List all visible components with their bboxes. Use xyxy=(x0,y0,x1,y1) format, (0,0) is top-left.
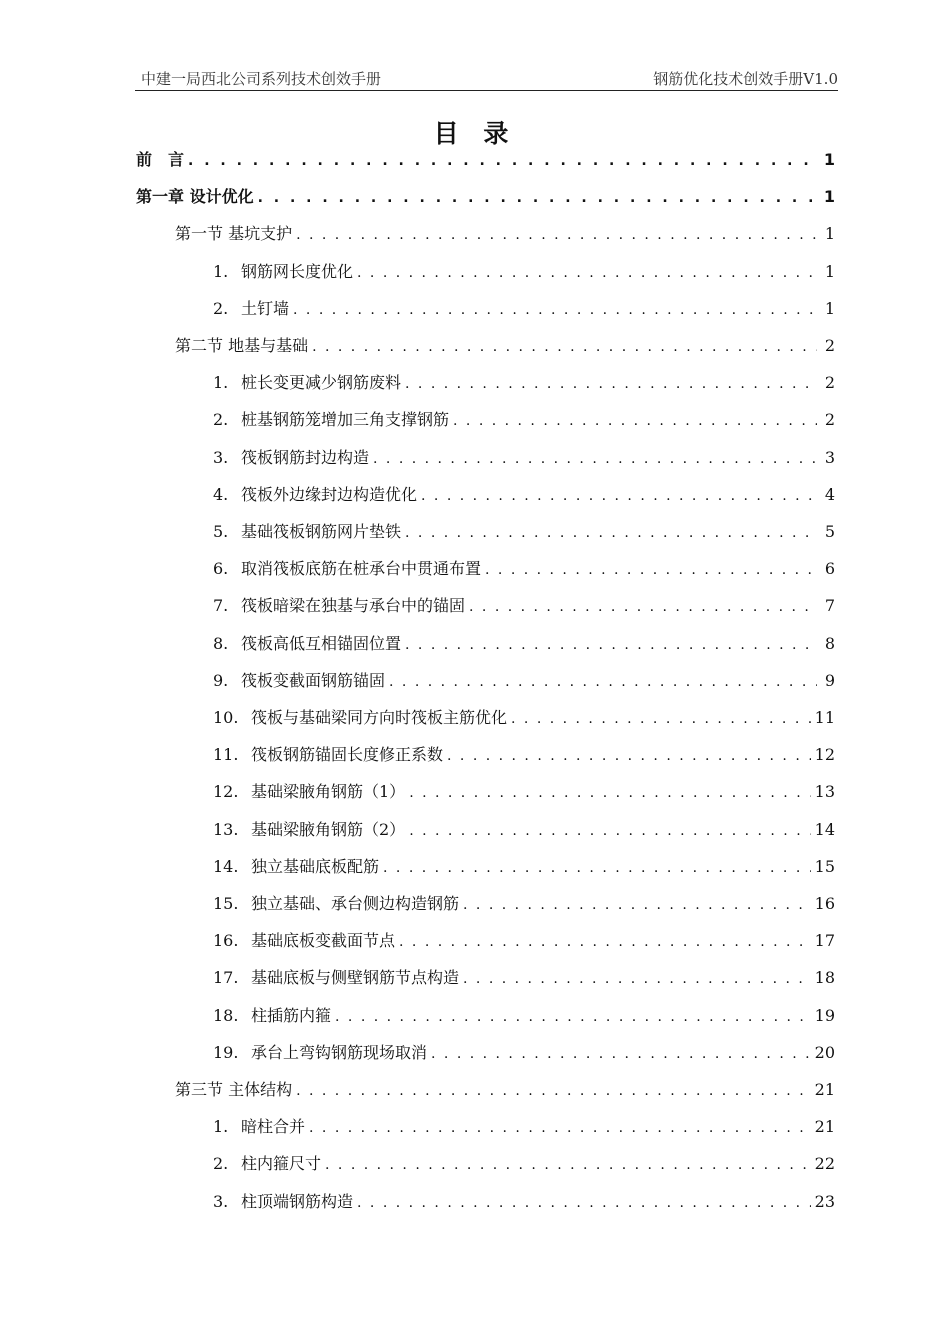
toc-entry-label xyxy=(213,817,405,843)
toc-entry[interactable] xyxy=(136,184,835,210)
toc-entry-text: 独立基础底板配筋 xyxy=(251,856,380,876)
toc-entry-number: 19. xyxy=(213,1042,239,1062)
toc-dot-leader xyxy=(511,706,811,732)
toc-page-number: 18 xyxy=(814,968,835,988)
toc-entry-text: 基础梁腋角钢筋（2） xyxy=(251,819,406,839)
toc-entry-number: 2. xyxy=(213,298,229,318)
toc-entry-number: 8. xyxy=(213,633,229,653)
toc-entry-text: 取消筏板底筋在桩承台中贯通布置 xyxy=(241,559,482,579)
toc-entry-text: 筏板变截面钢筋锚固 xyxy=(241,670,386,690)
toc-entry-label xyxy=(175,221,292,247)
toc-entry[interactable] xyxy=(213,928,835,954)
toc-dot-leader xyxy=(188,148,817,174)
toc-entry-text: 钢筋网长度优化 xyxy=(241,261,354,281)
toc-dot-leader xyxy=(312,334,817,360)
toc-page-number: 20 xyxy=(814,1042,835,1062)
toc-page-number: 2 xyxy=(824,410,835,430)
toc-entry[interactable] xyxy=(213,370,835,396)
toc-dot-leader xyxy=(383,855,811,881)
toc-entry[interactable] xyxy=(213,556,835,582)
toc-entry-text: 柱内箍尺寸 xyxy=(241,1154,322,1174)
toc-entry-label xyxy=(213,705,507,731)
toc-dot-leader xyxy=(405,520,817,546)
header-right-text: 钢筋优化技术创效手册V1.0 xyxy=(653,70,838,88)
toc-entry-number: 17. xyxy=(213,968,239,988)
toc-entry[interactable] xyxy=(213,705,835,731)
toc-page-number: 12 xyxy=(814,745,835,765)
toc-page-number: 11 xyxy=(814,708,835,727)
toc-entry-text: 承台上弯钩钢筋现场取消 xyxy=(251,1042,428,1062)
toc-entry-number: 1. xyxy=(213,373,229,393)
toc-entry-number: 16. xyxy=(213,931,239,951)
toc-entry[interactable] xyxy=(213,1003,835,1029)
toc-entry[interactable] xyxy=(213,1040,835,1066)
toc-dot-leader xyxy=(409,780,810,806)
toc-page-number: 21 xyxy=(814,1117,835,1137)
toc-page-number: 19 xyxy=(814,1005,835,1025)
toc-dot-leader xyxy=(309,1115,811,1141)
toc-dot-leader xyxy=(463,892,811,918)
toc-entry-number: 1. xyxy=(213,261,229,281)
toc-entry[interactable] xyxy=(213,445,835,471)
toc-entry[interactable] xyxy=(175,221,835,247)
toc-entry-label xyxy=(213,742,443,768)
toc-entry-label xyxy=(213,482,417,508)
toc-page-number: 6 xyxy=(824,559,835,579)
toc-entry-text: 基础筏板钢筋网片垫铁 xyxy=(241,522,402,541)
toc-entry-number: 18. xyxy=(213,1005,239,1025)
toc-entry-label xyxy=(213,519,401,545)
toc-entry[interactable] xyxy=(213,1151,835,1177)
toc-entry-label xyxy=(213,407,449,433)
toc-entry-text: 土钉墙 xyxy=(241,298,290,318)
toc-page-number: 23 xyxy=(814,1191,835,1211)
toc-entry-text: 第二节 地基与基础 xyxy=(175,336,309,355)
toc-page-number: 7 xyxy=(824,596,835,616)
toc-dot-leader xyxy=(296,222,817,248)
toc-entry[interactable] xyxy=(213,407,835,433)
toc-page-number: 1 xyxy=(824,261,835,281)
toc-entry-label xyxy=(213,556,481,582)
toc-dot-leader xyxy=(431,1041,811,1067)
toc-entry-number: 14. xyxy=(213,856,239,876)
toc-page-number: 2 xyxy=(824,336,835,355)
toc-entry[interactable] xyxy=(213,593,835,619)
toc-entry[interactable] xyxy=(175,333,835,359)
toc-entry[interactable] xyxy=(213,1189,835,1215)
toc-entry-number: 9. xyxy=(213,670,229,690)
page-header xyxy=(135,64,838,91)
toc-page-number: 16 xyxy=(814,894,835,913)
toc-dot-leader xyxy=(325,1152,811,1178)
toc-entry-label xyxy=(213,259,353,285)
toc-entry-label xyxy=(213,1114,305,1140)
toc-entry-number: 6. xyxy=(213,559,229,579)
toc-entry[interactable] xyxy=(175,1077,835,1103)
toc-dot-leader xyxy=(357,260,817,286)
toc-entry[interactable] xyxy=(213,1114,835,1140)
toc-entry-label xyxy=(213,296,289,322)
toc-entry-number: 10. xyxy=(213,708,239,727)
toc-entry-label xyxy=(213,370,401,396)
toc-dot-leader xyxy=(463,966,811,992)
page-title: 目 录 xyxy=(433,119,517,148)
toc-entry-text: 筏板暗梁在独基与承台中的锚固 xyxy=(241,596,466,616)
toc-dot-leader xyxy=(335,1004,811,1030)
toc-page-number: 8 xyxy=(824,633,835,653)
toc-entry-text: 筏板外边缘封边构造优化 xyxy=(241,484,418,504)
toc-entry-text: 桩基钢筋笼增加三角支撑钢筋 xyxy=(241,410,450,430)
toc-dot-leader xyxy=(296,1078,811,1104)
toc-dot-leader xyxy=(469,594,817,620)
toc-dot-leader xyxy=(405,632,817,658)
toc-entry[interactable] xyxy=(213,631,835,657)
toc-dot-leader xyxy=(258,185,817,211)
toc-page-number: 9 xyxy=(824,670,835,690)
toc-dot-leader xyxy=(405,371,817,397)
toc-entry-number: 3. xyxy=(213,447,229,467)
toc-dot-leader xyxy=(389,669,817,695)
toc-dot-leader xyxy=(399,929,811,955)
toc-entry[interactable] xyxy=(213,519,835,545)
toc-page-number: 1 xyxy=(823,150,835,169)
toc-page-number: 21 xyxy=(814,1080,835,1099)
toc-entry-text: 前 言 xyxy=(136,150,185,169)
toc-entry-text: 基础梁腋角钢筋（1） xyxy=(251,782,406,802)
toc-dot-leader xyxy=(357,1190,811,1216)
toc-entry-text: 柱顶端钢筋构造 xyxy=(241,1191,354,1211)
toc-page-number: 5 xyxy=(824,522,835,541)
toc-entry-number: 13. xyxy=(213,819,239,839)
toc-entry-number: 4. xyxy=(213,484,229,504)
toc-entry-number: 2. xyxy=(213,410,229,430)
toc-entry[interactable] xyxy=(213,854,835,880)
toc-entry-number: 15. xyxy=(213,894,239,913)
toc-entry-text: 桩长变更减少钢筋废料 xyxy=(241,373,402,393)
toc-entry-label xyxy=(213,631,401,657)
toc-entry-label xyxy=(213,1151,321,1177)
toc-dot-leader xyxy=(421,483,817,509)
toc-entry[interactable] xyxy=(213,668,835,694)
toc-entry-number: 5. xyxy=(213,522,229,541)
toc-entry[interactable] xyxy=(213,965,835,991)
toc-entry-text: 筏板与基础梁同方向时筏板主筋优化 xyxy=(251,708,508,727)
toc-entry-label xyxy=(213,668,385,694)
toc-entry-text: 暗柱合并 xyxy=(241,1117,306,1137)
toc-dot-leader xyxy=(293,297,817,323)
toc-entry[interactable] xyxy=(213,296,835,322)
toc-entry-text: 第一节 基坑支护 xyxy=(175,224,293,244)
toc-entry-text: 基础底板与侧壁钢筋节点构造 xyxy=(251,968,460,988)
toc-page-number: 22 xyxy=(814,1154,835,1174)
toc-entry-text: 筏板高低互相锚固位置 xyxy=(241,633,402,653)
toc-entry[interactable] xyxy=(213,742,835,768)
toc-entry-label xyxy=(213,445,369,471)
toc-dot-leader xyxy=(373,446,817,472)
toc-entry-number: 3. xyxy=(213,1191,229,1211)
toc-entry[interactable] xyxy=(213,891,835,917)
toc-page-number: 1 xyxy=(823,187,835,207)
toc-entry-label xyxy=(213,1003,331,1029)
toc-page-number: 4 xyxy=(824,484,835,504)
toc-entry-number: 7. xyxy=(213,596,229,616)
toc-entry-text: 第一章 设计优化 xyxy=(136,187,254,207)
toc-page-number: 17 xyxy=(814,931,835,951)
toc-page-number: 14 xyxy=(814,819,835,839)
toc-entry-label xyxy=(213,891,459,917)
toc-entry-label xyxy=(175,333,308,359)
toc-entry[interactable] xyxy=(213,482,835,508)
toc-page-number: 2 xyxy=(824,373,835,393)
toc-page-number: 1 xyxy=(824,224,835,244)
toc-entry-text: 柱插筋内箍 xyxy=(251,1005,332,1025)
toc-entry-label xyxy=(136,147,184,173)
toc-entry-label xyxy=(213,593,465,619)
toc-dot-leader xyxy=(453,408,817,434)
toc-entry-text: 基础底板变截面节点 xyxy=(251,931,396,951)
toc-entry-number: 2. xyxy=(213,1154,229,1174)
toc-entry-number: 11. xyxy=(213,745,239,765)
toc-entry-text: 第三节 主体结构 xyxy=(175,1080,293,1099)
toc-dot-leader xyxy=(447,743,811,769)
toc-page-number: 13 xyxy=(814,782,835,802)
toc-entry-number: 12. xyxy=(213,782,239,802)
toc-entry-label xyxy=(175,1077,292,1103)
toc-entry-label xyxy=(213,928,395,954)
toc-entry[interactable] xyxy=(213,817,835,843)
toc-entry[interactable] xyxy=(136,147,835,173)
toc-entry[interactable] xyxy=(213,779,835,805)
toc-entry-label xyxy=(213,779,405,805)
toc-entry-label xyxy=(213,1040,427,1066)
toc-page-number: 3 xyxy=(824,447,835,467)
toc-page-number: 15 xyxy=(814,856,835,876)
toc-entry-label xyxy=(213,1189,353,1215)
toc-entry[interactable] xyxy=(213,259,835,285)
toc-entry-label xyxy=(136,184,254,210)
toc-entry-label xyxy=(213,854,379,880)
header-left-text: 中建一局西北公司系列技术创效手册 xyxy=(141,70,382,88)
toc-entry-text: 筏板钢筋锚固长度修正系数 xyxy=(251,745,444,765)
toc-dot-leader xyxy=(485,557,817,583)
toc-entry-number: 1. xyxy=(213,1117,229,1137)
toc-dot-leader xyxy=(409,818,810,844)
toc-page-number: 1 xyxy=(824,298,835,318)
toc-entry-text: 独立基础、承台侧边构造钢筋 xyxy=(251,894,460,913)
toc-entry-text: 筏板钢筋封边构造 xyxy=(241,447,370,467)
toc-entry-label xyxy=(213,965,459,991)
